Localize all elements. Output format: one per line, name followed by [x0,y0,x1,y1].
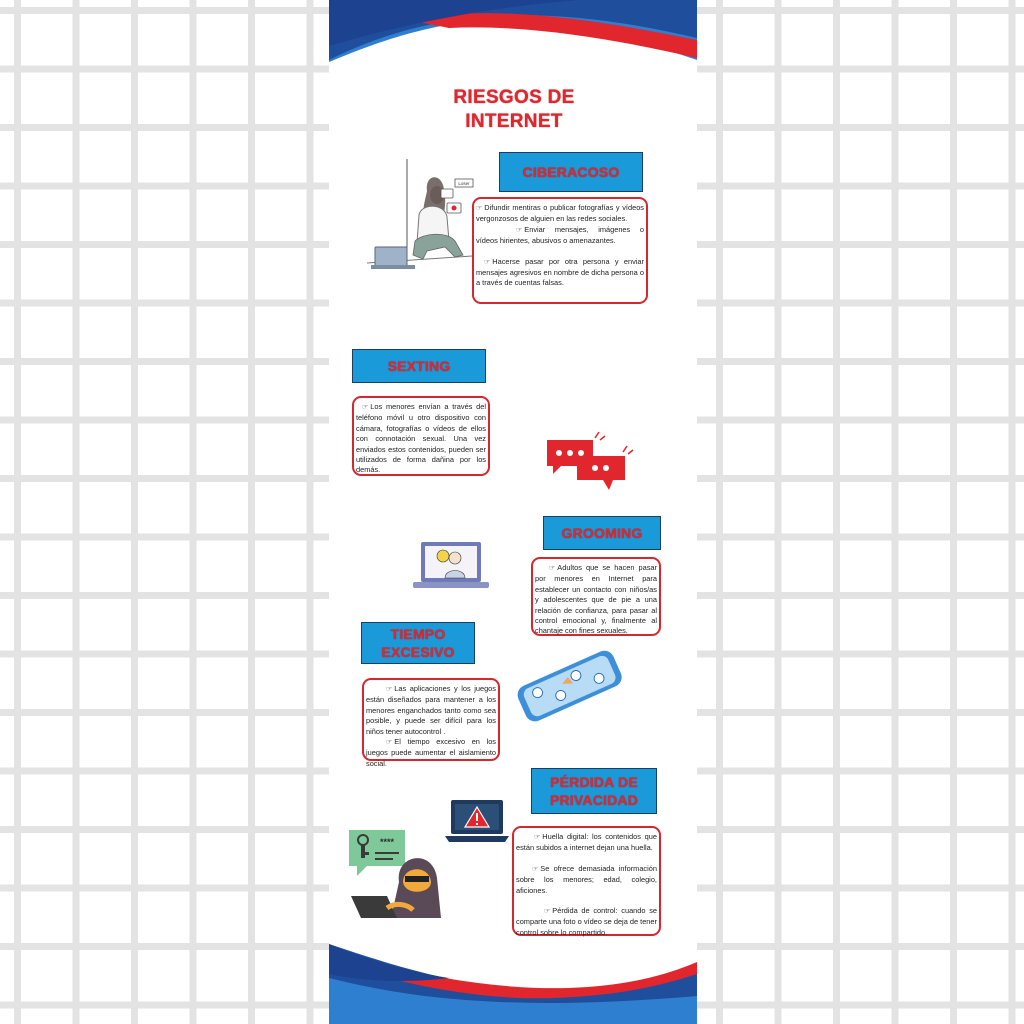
password-mask-text: **** [379,837,395,847]
pointing-hand-icon: ☞ [386,739,393,747]
heading-tiempo-excesivo [361,622,475,664]
chat-bubbles-illustration [543,430,639,496]
heading-privacidad-line-2: PRIVACIDAD [549,792,639,808]
ciberacoso-item-1: ☞ Difundir mentiras o publicar fotografías y vídeos vergonzosos de alguien en las redes sociales. [476,203,644,224]
privacidad-item-3: ☞ Pérdida de control: cuando se comparte una foto o vídeo se deja de tener control sobre lo compartido. [516,906,657,937]
privacidad-item-2: ☞ Se ofrece demasiada información sobre los menores; edad, colegio, aficiones. [516,863,657,895]
pointing-hand-icon: ☞ [476,205,483,212]
heading-ciberacoso: CIBERACOSO [499,152,643,192]
top-wave-decoration [329,0,697,70]
heading-tiempo-line-1: TIEMPO [390,626,446,642]
tiempo-item-2: ☞ El tiempo excesivo en los juegos puede aumentar el aislamiento social. [366,737,496,768]
heading-privacidad-line-1: PÉRDIDA DE [550,774,638,790]
privacidad-text-box [512,826,661,936]
heading-perdida-privacidad [531,768,657,814]
title-line-2: INTERNET [465,111,563,132]
pointing-hand-icon: ☞ [484,258,491,266]
title-line-1: RIESGOS DE [453,87,575,108]
ciberacoso-text-box [472,197,648,304]
pointing-hand-icon: ☞ [544,908,551,916]
grooming-item-1: ☞ Adultos que se hacen pasar por menores en Internet para establecer un contacto con niños/as y adolescentes que de pie a una relación de confianza, para pasar al control emocional y, finalmente al chantaje con fines sexuales. [535,563,657,636]
pointing-hand-icon: ☞ [532,865,539,873]
pointing-hand-icon: ☞ [362,404,369,411]
sexting-text-box [352,396,490,476]
ciberacoso-item-2: ☞ Enviar mensajes, imágenes o vídeos hirientes, abusivos o amenazantes. [476,224,644,246]
sexting-item-1: ☞ Los menores envían a través del teléfono móvil u otro dispositivo con cámara, fotografías o vídeos de ellos con connotación sexual. Una vez enviados estos contenidos, pueden ser utilizados de forma dañina por los demás. [356,402,486,475]
pointing-hand-icon: ☞ [386,686,393,693]
pointing-hand-icon: ☞ [549,565,556,572]
infographic-sheet [329,0,697,1024]
phone-apps-illustration [509,644,625,726]
tiempo-item-1: ☞ Las aplicaciones y los juegos están diseñados para mantener a los menores enganchados tanto como sea posible, y puede ser difícil para los niños tener autocontrol . [366,684,496,736]
hacker-illustration [347,826,443,920]
ciberacoso-item-3: ☞ Hacerse pasar por otra persona y enviar mensajes agresivos en nombre de dicha persona o a través de cuentas falsas. [476,256,644,288]
loser-sticker-text: Loser [458,181,470,186]
heading-grooming: GROOMING [543,516,661,550]
page-title [439,86,589,134]
heading-sexting: SEXTING [352,349,486,383]
pointing-hand-icon: ☞ [534,834,541,841]
pointing-hand-icon: ☞ [516,226,523,234]
bottom-wave-decoration [329,944,697,1024]
privacidad-item-1: ☞ Huella digital: los contenidos que están subidos a internet dejan una huella. [516,832,657,853]
grooming-text-box [531,557,661,636]
heading-tiempo-line-2: EXCESIVO [381,644,455,660]
tiempo-text-box [362,678,500,768]
warning-laptop-illustration [445,798,509,846]
grooming-laptop-illustration [413,540,489,592]
